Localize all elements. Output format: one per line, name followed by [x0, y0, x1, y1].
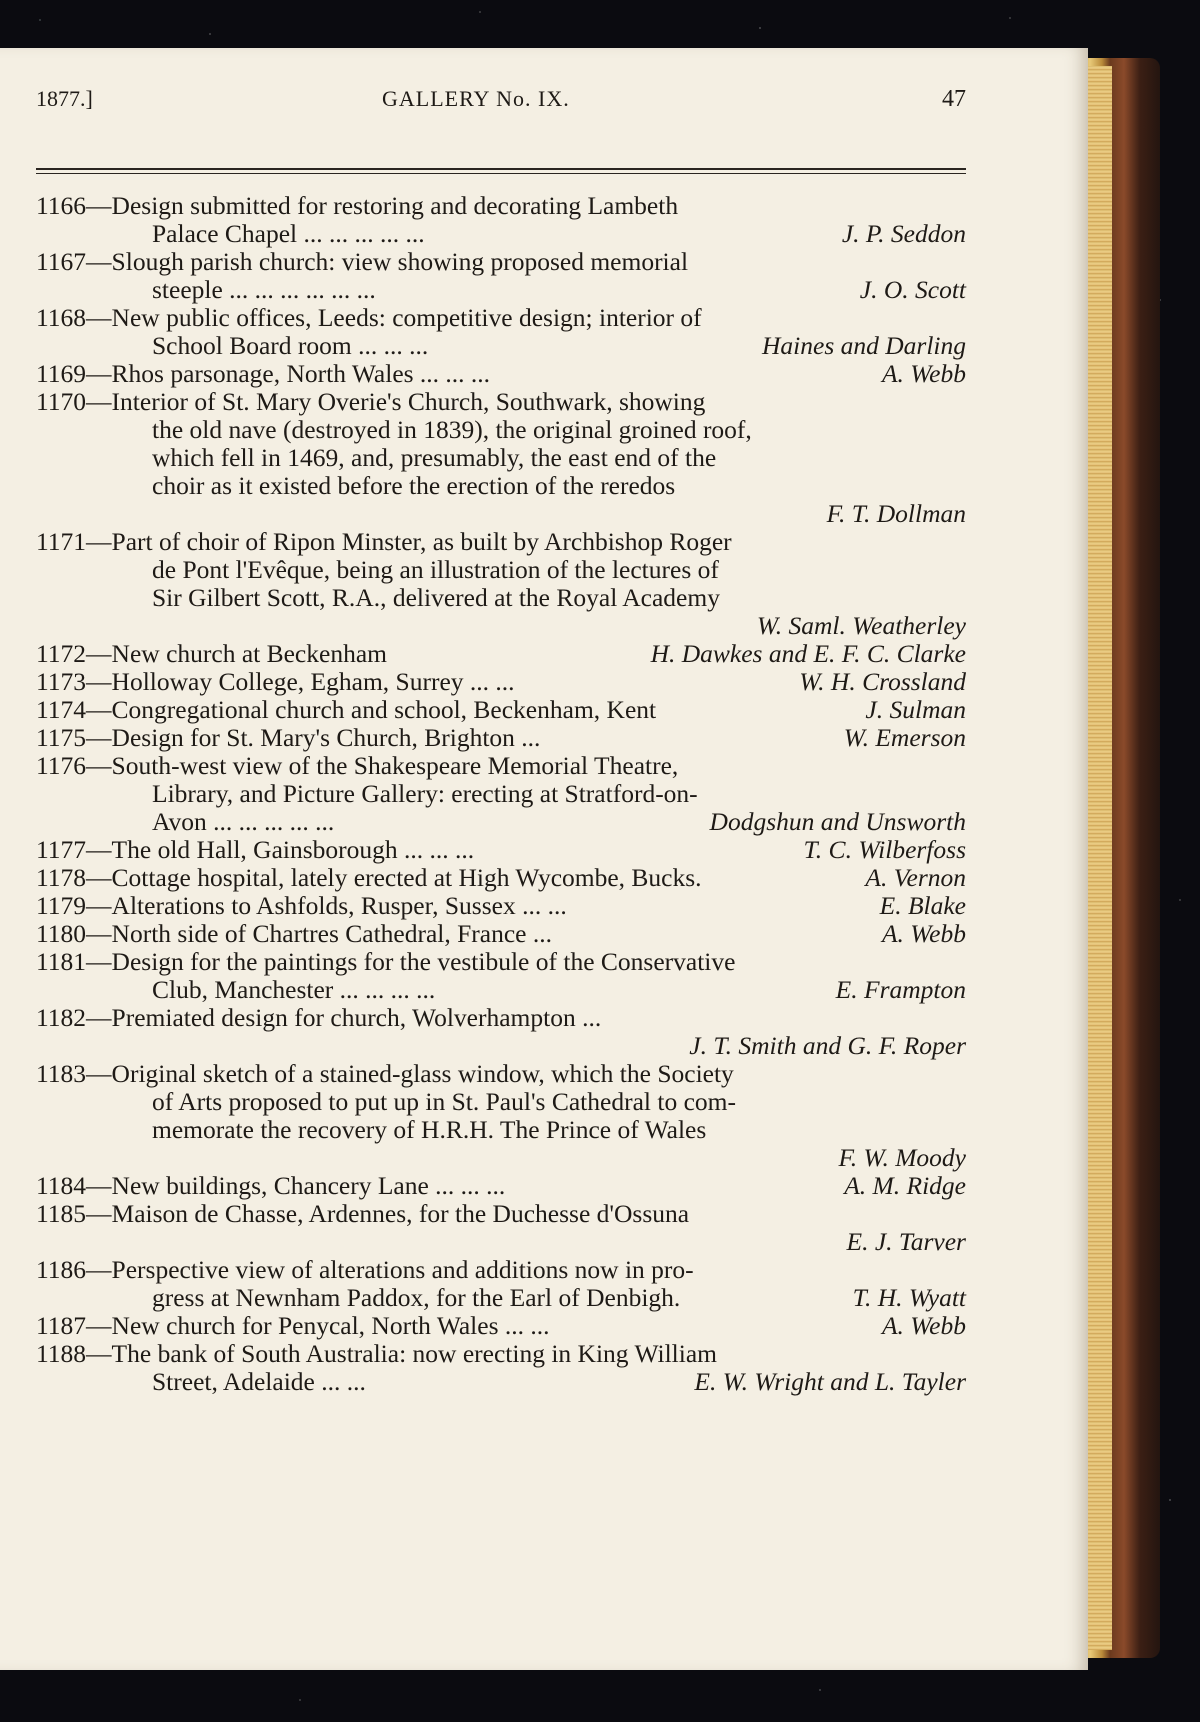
- entry-line: [36, 556, 966, 584]
- entry-text: 1175—Design for St. Mary's Church, Brighton ...: [36, 723, 541, 752]
- entry-line: [36, 472, 966, 500]
- entry-line: [36, 752, 966, 780]
- catalogue-entry: [36, 948, 966, 1004]
- entry-author: W. H. Crossland: [799, 667, 966, 696]
- entry-line: [36, 248, 966, 276]
- entry-text: memorate the recovery of H.R.H. The Prince of Wales: [152, 1115, 707, 1144]
- catalogue-entry: [36, 864, 966, 892]
- header-year: 1877.]: [36, 86, 93, 111]
- entry-text: 1169—Rhos parsonage, North Wales ... ... ...: [36, 359, 491, 388]
- entry-text: steeple ... ... ... ... ... ...: [152, 275, 376, 304]
- entry-text: 1186—Perspective view of alterations and additions now in pro-: [36, 1255, 694, 1284]
- entry-line: [36, 1312, 966, 1340]
- entry-author: Haines and Darling: [762, 331, 966, 360]
- catalogue-entry: [36, 1060, 966, 1172]
- entry-text: 1170—Interior of St. Mary Overie's Church, Southwark, showing: [36, 387, 706, 416]
- entry-line: [36, 668, 966, 696]
- catalogue-entry: [36, 836, 966, 864]
- entry-text: Avon ... ... ... ... ...: [152, 807, 335, 836]
- entry-author: J. P. Seddon: [841, 219, 966, 248]
- entry-author: F. T. Dollman: [826, 499, 966, 528]
- entry-text: 1172—New church at Beckenham: [36, 639, 387, 668]
- entry-author: A. Webb: [881, 359, 966, 388]
- entry-line: [36, 976, 966, 1004]
- catalogue-entry: [36, 304, 966, 360]
- entry-author: J. O. Scott: [859, 275, 966, 304]
- catalogue-entry: [36, 724, 966, 752]
- entry-line: [36, 416, 966, 444]
- entry-text: 1173—Holloway College, Egham, Surrey ... ...: [36, 667, 515, 696]
- entry-line: [36, 1368, 966, 1396]
- entry-author: A. Webb: [881, 919, 966, 948]
- entry-text: gress at Newnham Paddox, for the Earl of Denbigh.: [152, 1283, 681, 1312]
- entry-text: 1185—Maison de Chasse, Ardennes, for the Duchesse d'Ossuna: [36, 1199, 690, 1228]
- entry-line: [36, 192, 966, 220]
- catalogue-entry: [36, 528, 966, 640]
- entry-text: 1177—The old Hall, Gainsborough ... ... ...: [36, 835, 475, 864]
- entry-author: T. C. Wilberfoss: [803, 835, 966, 864]
- entry-text: 1167—Slough parish church: view showing proposed memorial: [36, 247, 689, 276]
- catalogue-entry: [36, 696, 966, 724]
- entry-text: 1166—Design submitted for restoring and decorating Lambeth: [36, 191, 679, 220]
- entry-line: [36, 276, 966, 304]
- entry-text: 1176—South-west view of the Shakespeare Memorial Theatre,: [36, 751, 679, 780]
- header-rule: [36, 168, 966, 174]
- catalogue-entry: [36, 1004, 966, 1060]
- catalogue-entry: [36, 360, 966, 388]
- entry-author: W. Saml. Weatherley: [756, 611, 966, 640]
- entry-author: Dodgshun and Unsworth: [709, 807, 966, 836]
- catalogue-entry: [36, 1340, 966, 1396]
- entry-line: [36, 1004, 966, 1032]
- entry-author: E. Frampton: [835, 975, 966, 1004]
- entry-text: Palace Chapel ... ... ... ... ...: [152, 219, 425, 248]
- entry-line: [36, 1172, 966, 1200]
- page-number: 47: [942, 86, 966, 112]
- entry-line: [36, 696, 966, 724]
- catalogue-entries: [36, 192, 966, 1396]
- entry-line: [36, 220, 966, 248]
- entry-author: H. Dawkes and E. F. C. Clarke: [650, 639, 966, 668]
- entry-author: E. J. Tarver: [846, 1227, 966, 1256]
- entry-line: [36, 388, 966, 416]
- entry-line: [36, 584, 966, 612]
- entry-author: A. M. Ridge: [844, 1171, 966, 1200]
- entry-text: 1183—Original sketch of a stained-glass window, which the Society: [36, 1059, 734, 1088]
- entry-author: J. Sulman: [865, 695, 966, 724]
- entry-text: 1174—Congregational church and school, Beckenham, Kent: [36, 695, 657, 724]
- gilt-page-edges: [1086, 66, 1112, 1650]
- entry-line: [36, 332, 966, 360]
- catalogue-entry: [36, 892, 966, 920]
- entry-text: of Arts proposed to put up in St. Paul's Cathedral to com-: [152, 1087, 736, 1116]
- entry-text: choir as it existed before the erection of the reredos: [152, 471, 676, 500]
- entry-line: [36, 1088, 966, 1116]
- entry-author: T. H. Wyatt: [852, 1283, 966, 1312]
- entry-line: [36, 528, 966, 556]
- entry-text: 1171—Part of choir of Ripon Minster, as built by Archbishop Roger: [36, 527, 732, 556]
- entry-line: [36, 864, 966, 892]
- catalogue-entry: [36, 1312, 966, 1340]
- entry-text: 1188—The bank of South Australia: now erecting in King William: [36, 1339, 717, 1368]
- entry-text: 1179—Alterations to Ashfolds, Rusper, Sussex ... ...: [36, 891, 567, 920]
- catalogue-entry: [36, 1200, 966, 1256]
- entry-line: [36, 724, 966, 752]
- entry-text: 1180—North side of Chartres Cathedral, France ...: [36, 919, 553, 948]
- entry-line: [36, 1340, 966, 1368]
- entry-line: [36, 360, 966, 388]
- entry-line: [36, 444, 966, 472]
- entry-text: which fell in 1469, and, presumably, the east end of the: [152, 443, 717, 472]
- entry-line: [36, 920, 966, 948]
- catalogue-entry: [36, 668, 966, 696]
- entry-author: F. W. Moody: [838, 1143, 966, 1172]
- entry-line: [36, 836, 966, 864]
- entry-line: [36, 948, 966, 976]
- entry-text: the old nave (destroyed in 1839), the original groined roof,: [152, 415, 752, 444]
- entry-line: [36, 1256, 966, 1284]
- page-header: [36, 78, 966, 118]
- entry-line: [36, 1200, 966, 1228]
- entry-line: [36, 304, 966, 332]
- catalogue-entry: [36, 388, 966, 528]
- catalogue-entry: [36, 192, 966, 248]
- entry-text: 1178—Cottage hospital, lately erected at High Wycombe, Bucks.: [36, 863, 702, 892]
- entry-text: Club, Manchester ... ... ... ...: [152, 975, 436, 1004]
- entry-text: School Board room ... ... ...: [152, 331, 429, 360]
- entry-line: [36, 892, 966, 920]
- header-title: GALLERY No. IX.: [382, 86, 570, 111]
- entry-line: [36, 780, 966, 808]
- entry-text: Library, and Picture Gallery: erecting at Stratford-on-: [152, 779, 698, 808]
- catalogue-entry: [36, 248, 966, 304]
- catalogue-entry: [36, 1256, 966, 1312]
- entry-text: Sir Gilbert Scott, R.A., delivered at the Royal Academy: [152, 583, 720, 612]
- entry-author: A. Webb: [881, 1311, 966, 1340]
- entry-text: 1187—New church for Penycal, North Wales ... ...: [36, 1311, 550, 1340]
- entry-text: 1168—New public offices, Leeds: competitive design; interior of: [36, 303, 702, 332]
- entry-line: [36, 808, 966, 836]
- entry-line: [36, 1060, 966, 1088]
- entry-author: E. Blake: [879, 891, 966, 920]
- entry-line: [36, 1116, 966, 1144]
- entry-line: [36, 1284, 966, 1312]
- entry-text: Street, Adelaide ... ...: [152, 1367, 366, 1396]
- catalogue-entry: [36, 752, 966, 836]
- entry-text: 1184—New buildings, Chancery Lane ... ... ...: [36, 1171, 506, 1200]
- entry-author: A. Vernon: [865, 863, 966, 892]
- catalogue-entry: [36, 920, 966, 948]
- entry-author: W. Emerson: [843, 723, 966, 752]
- catalogue-entry: [36, 640, 966, 668]
- entry-author: J. T. Smith and G. F. Roper: [689, 1031, 966, 1060]
- entry-text: 1181—Design for the paintings for the vestibule of the Conservative: [36, 947, 736, 976]
- catalogue-entry: [36, 1172, 966, 1200]
- entry-text: de Pont l'Evêque, being an illustration of the lectures of: [152, 555, 719, 584]
- entry-author: E. W. Wright and L. Tayler: [694, 1367, 966, 1396]
- entry-text: 1182—Premiated design for church, Wolverhampton ...: [36, 1003, 602, 1032]
- entry-line: [36, 640, 966, 668]
